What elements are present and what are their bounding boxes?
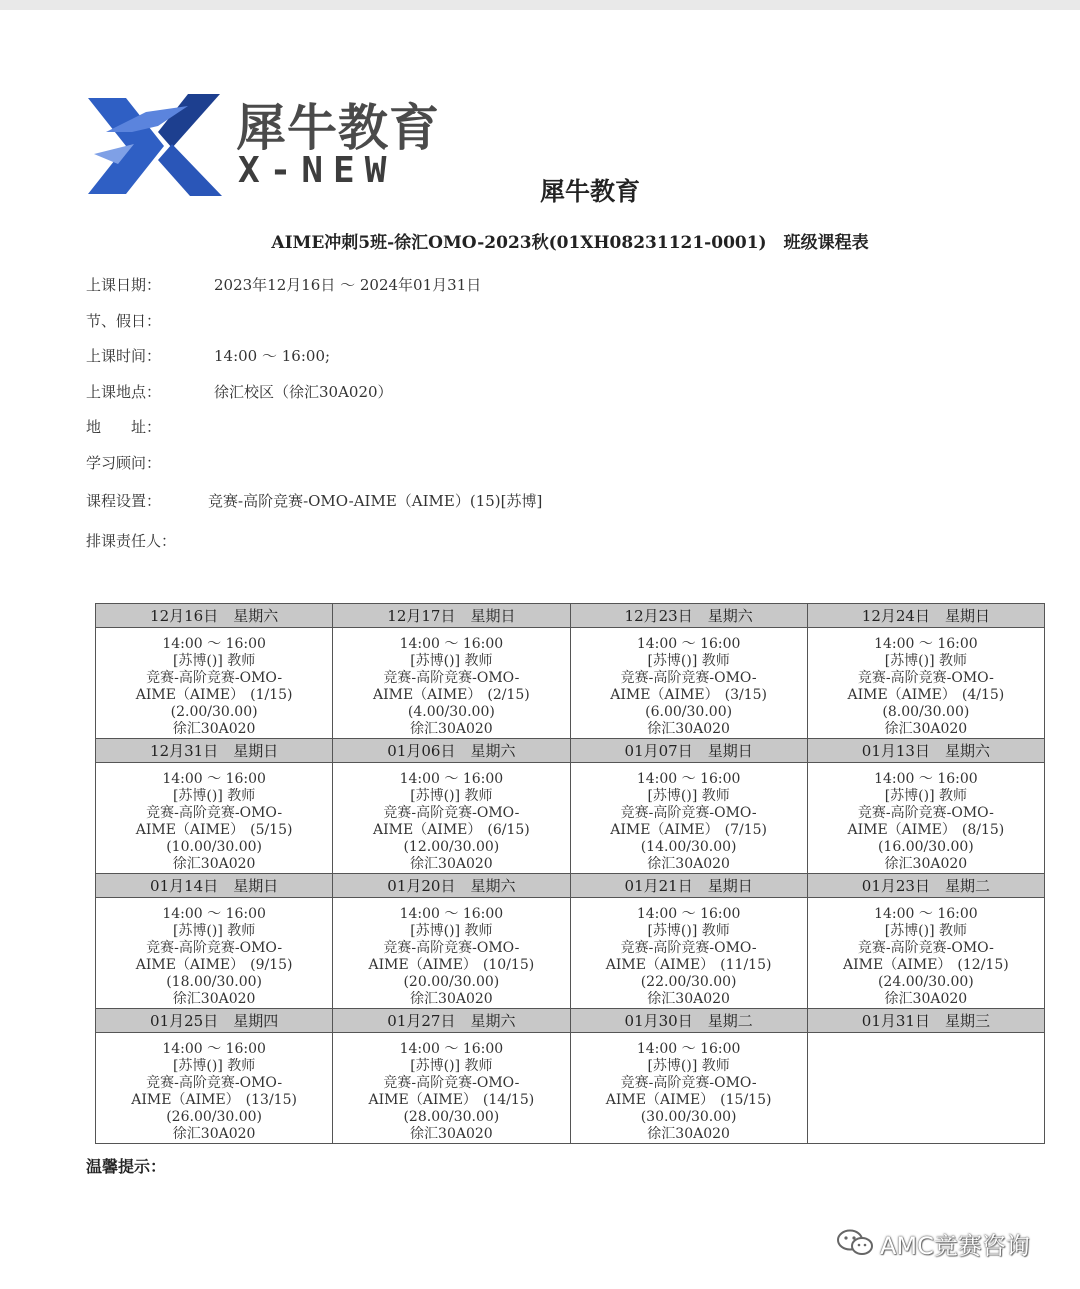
info-row-time [86, 343, 986, 379]
info-label: 排课责任人： [86, 531, 177, 550]
session-course: 竞赛-高阶竞赛-OMO- [383, 940, 520, 956]
session-course-count [571, 687, 807, 704]
session-room: 徐汇30A020 [410, 991, 493, 1007]
session-teacher: [苏博()] 教师 [884, 788, 968, 804]
info-label: 上课时间： [86, 347, 162, 365]
course-prefix: AIME（AIME） [131, 1092, 240, 1108]
schedule-session-cell [96, 1033, 333, 1144]
session-room: 徐汇30A020 [410, 1126, 493, 1142]
schedule-date-row [96, 604, 1045, 628]
session-course-count [571, 1092, 807, 1109]
info-value: 2023年12月16日 ～ 2024年01月31日 [214, 276, 482, 294]
session-room: 徐汇30A020 [172, 856, 256, 872]
session-hours: (6.00/30.00) [645, 704, 733, 720]
schedule-session-cell [807, 628, 1044, 739]
schedule-session-cell [333, 898, 570, 1009]
session-course: 竞赛-高阶竞赛-OMO- [146, 1075, 283, 1091]
schedule-date-header: 01月21日 星期日 [570, 874, 807, 898]
class-info [86, 272, 986, 563]
session-course-count [96, 822, 332, 839]
course-prefix: AIME（AIME） [372, 687, 482, 703]
session-hours: (22.00/30.00) [640, 974, 737, 990]
schedule-date-header: 12月17日 星期日 [333, 604, 570, 628]
course-prefix: AIME（AIME） [843, 957, 952, 973]
session-room: 徐汇30A020 [647, 856, 730, 872]
session-course: 竞赛-高阶竞赛-OMO- [146, 805, 283, 821]
session-teacher: [苏博()] 教师 [172, 653, 256, 669]
schedule-table [95, 603, 1045, 1144]
session-teacher: [苏博()] 教师 [884, 923, 968, 939]
session-course: 竞赛-高阶竞赛-OMO- [383, 1075, 520, 1091]
session-hours: (14.00/30.00) [640, 839, 737, 855]
session-number: (4/15) [961, 687, 1005, 703]
session-room: 徐汇30A020 [172, 721, 256, 737]
session-course: 竞赛-高阶竞赛-OMO- [620, 670, 757, 686]
session-course-count [96, 957, 332, 974]
session-number: (7/15) [724, 822, 767, 838]
session-teacher: [苏博()] 教师 [647, 653, 730, 669]
session-course-count [96, 1092, 332, 1109]
schedule-session-cell [96, 628, 333, 739]
info-label: 地 址： [86, 418, 162, 436]
logo-chinese-text: 犀牛教育 [236, 99, 440, 157]
session-teacher: [苏博()] 教师 [410, 923, 493, 939]
session-hours: (26.00/30.00) [166, 1109, 263, 1125]
schedule-date-header: 01月31日 星期三 [807, 1009, 1044, 1033]
info-row-course [86, 488, 986, 528]
session-time: 14:00 ～ 16:00 [636, 1041, 741, 1057]
session-course-count [808, 687, 1044, 704]
session-number: (9/15) [250, 957, 293, 973]
session-room: 徐汇30A020 [647, 1126, 730, 1142]
document-organization: 犀牛教育 [539, 177, 640, 206]
session-time: 14:00 ～ 16:00 [874, 771, 978, 787]
session-hours: (4.00/30.00) [407, 704, 495, 720]
schedule-session-cell [807, 1033, 1044, 1144]
schedule-date-header: 01月14日 星期日 [96, 874, 333, 898]
session-room: 徐汇30A020 [884, 721, 968, 737]
schedule-date-header: 01月20日 星期六 [333, 874, 570, 898]
course-prefix: AIME（AIME） [610, 822, 719, 838]
session-hours: (2.00/30.00) [170, 704, 258, 720]
session-course: 竞赛-高阶竞赛-OMO- [857, 670, 994, 686]
session-teacher: [苏博()] 教师 [884, 653, 968, 669]
session-course: 竞赛-高阶竞赛-OMO- [620, 805, 757, 821]
session-room: 徐汇30A020 [884, 856, 968, 872]
session-hours: (24.00/30.00) [877, 974, 974, 990]
session-teacher: [苏博()] 教师 [172, 923, 256, 939]
schedule-date-header: 12月16日 星期六 [96, 604, 333, 628]
session-number: (1/15) [250, 687, 293, 703]
session-teacher: [苏博()] 教师 [647, 788, 730, 804]
tip-label: 温馨提示： [86, 1157, 167, 1176]
session-hours: (12.00/30.00) [403, 839, 500, 855]
schedule-session-cell [333, 763, 570, 874]
schedule-session-row [96, 628, 1045, 739]
schedule-date-header: 01月30日 星期二 [570, 1009, 807, 1033]
session-time: 14:00 ～ 16:00 [162, 771, 266, 787]
session-course-count [571, 957, 807, 974]
session-course-count [333, 822, 569, 839]
schedule-session-cell [333, 628, 570, 739]
session-time: 14:00 ～ 16:00 [874, 636, 978, 652]
session-course: 竞赛-高阶竞赛-OMO- [857, 940, 994, 956]
info-row-holidays [86, 308, 986, 344]
info-label: 上课地点： [86, 382, 162, 401]
course-prefix: AIME（AIME） [135, 957, 245, 973]
session-course: 竞赛-高阶竞赛-OMO- [146, 940, 283, 956]
info-row-scheduler [86, 528, 986, 564]
session-time: 14:00 ～ 16:00 [162, 1041, 266, 1057]
session-number: (8/15) [961, 822, 1005, 838]
wechat-icon [836, 1229, 876, 1257]
session-teacher: [苏博()] 教师 [172, 1058, 256, 1074]
schedule-date-header: 01月07日 星期日 [570, 739, 807, 763]
session-course: 竞赛-高阶竞赛-OMO- [857, 805, 994, 821]
info-value: 竞赛-高阶竞赛-OMO-AIME（AIME）(15)[苏博] [208, 491, 543, 510]
session-teacher: [苏博()] 教师 [410, 653, 493, 669]
schedule-date-header: 12月31日 星期日 [96, 739, 333, 763]
session-teacher: [苏博()] 教师 [172, 788, 256, 804]
schedule-date-header: 01月23日 星期二 [807, 874, 1044, 898]
session-course: 竞赛-高阶竞赛-OMO- [146, 670, 283, 686]
session-course-count [333, 687, 569, 704]
schedule-session-cell [333, 1033, 570, 1144]
course-prefix: AIME（AIME） [368, 1092, 477, 1108]
schedule-date-row [96, 1009, 1045, 1033]
schedule-session-row [96, 898, 1045, 1009]
session-teacher: [苏博()] 教师 [410, 788, 493, 804]
schedule-session-cell [570, 898, 807, 1009]
session-time: 14:00 ～ 16:00 [162, 636, 266, 652]
logo-english-text: X-NEW [238, 150, 397, 191]
schedule-date-header: 12月24日 星期日 [807, 604, 1044, 628]
session-room: 徐汇30A020 [410, 856, 493, 872]
info-label: 上课日期： [86, 276, 162, 294]
session-hours: (8.00/30.00) [882, 704, 970, 720]
session-course: 竞赛-高阶竞赛-OMO- [620, 940, 757, 956]
session-course-count [333, 1092, 569, 1109]
session-time: 14:00 ～ 16:00 [399, 906, 504, 922]
info-value: 徐汇校区（徐汇30A020） [214, 382, 393, 401]
session-course-count [808, 957, 1044, 974]
info-value: 14:00 ～ 16:00; [214, 347, 331, 365]
session-time: 14:00 ～ 16:00 [636, 771, 741, 787]
info-row-date [86, 272, 986, 308]
schedule-session-cell [570, 763, 807, 874]
session-hours: (30.00/30.00) [640, 1109, 737, 1125]
course-prefix: AIME（AIME） [605, 1092, 715, 1108]
session-room: 徐汇30A020 [172, 991, 256, 1007]
info-row-advisor [86, 450, 986, 488]
course-prefix: AIME（AIME） [368, 957, 477, 973]
schedule-date-header: 01月06日 星期六 [333, 739, 570, 763]
session-number: (2/15) [487, 687, 530, 703]
schedule-session-row [96, 1033, 1045, 1144]
watermark [836, 1226, 1056, 1260]
watermark-text: AMC竞赛咨询 [880, 1232, 1030, 1260]
session-time: 14:00 ～ 16:00 [399, 636, 504, 652]
session-hours: (28.00/30.00) [403, 1109, 500, 1125]
session-hours: (18.00/30.00) [166, 974, 263, 990]
session-course-count [571, 822, 807, 839]
session-room: 徐汇30A020 [410, 721, 493, 737]
session-teacher: [苏博()] 教师 [410, 1058, 493, 1074]
session-hours: (20.00/30.00) [403, 974, 500, 990]
session-number: (10/15) [482, 957, 535, 973]
schedule-session-cell [570, 1033, 807, 1144]
session-time: 14:00 ～ 16:00 [636, 636, 741, 652]
session-room: 徐汇30A020 [172, 1126, 256, 1142]
schedule-date-header: 01月13日 星期六 [807, 739, 1044, 763]
schedule-session-cell [807, 763, 1044, 874]
session-number: (15/15) [720, 1092, 772, 1108]
course-prefix: AIME（AIME） [372, 822, 482, 838]
info-row-address [86, 414, 986, 450]
course-prefix: AIME（AIME） [605, 957, 715, 973]
course-prefix: AIME（AIME） [847, 687, 956, 703]
session-course-count [96, 687, 332, 704]
session-time: 14:00 ～ 16:00 [636, 906, 741, 922]
schedule-session-cell [96, 763, 333, 874]
session-course: 竞赛-高阶竞赛-OMO- [383, 805, 520, 821]
session-teacher: [苏博()] 教师 [647, 1058, 730, 1074]
session-number: (6/15) [487, 822, 530, 838]
session-number: (14/15) [482, 1092, 535, 1108]
session-time: 14:00 ～ 16:00 [162, 906, 266, 922]
session-time: 14:00 ～ 16:00 [874, 906, 978, 922]
schedule-session-row [96, 763, 1045, 874]
session-course-count [333, 957, 569, 974]
info-row-location [86, 379, 986, 415]
course-prefix: AIME（AIME） [135, 822, 245, 838]
session-number: (11/15) [720, 957, 772, 973]
schedule-date-header: 01月25日 星期四 [96, 1009, 333, 1033]
session-course: 竞赛-高阶竞赛-OMO- [620, 1075, 757, 1091]
session-course-count [808, 822, 1044, 839]
schedule-date-header: 01月27日 星期六 [333, 1009, 570, 1033]
schedule-session-cell [807, 898, 1044, 1009]
info-label: 学习顾问： [86, 453, 162, 472]
session-number: (13/15) [245, 1092, 297, 1108]
session-room: 徐汇30A020 [647, 991, 730, 1007]
session-time: 14:00 ～ 16:00 [399, 771, 504, 787]
course-prefix: AIME（AIME） [135, 687, 245, 703]
session-number: (12/15) [957, 957, 1009, 973]
info-label: 节、假日： [86, 311, 162, 330]
document-title: AIME冲刺5班-徐汇OMO-2023秋(01XH08231121-0001) 班级课程表 [271, 233, 869, 253]
top-strip [0, 0, 1080, 10]
course-prefix: AIME（AIME） [847, 822, 956, 838]
session-hours: (16.00/30.00) [877, 839, 974, 855]
course-prefix: AIME（AIME） [610, 687, 719, 703]
session-teacher: [苏博()] 教师 [647, 923, 730, 939]
session-room: 徐汇30A020 [647, 721, 730, 737]
session-room: 徐汇30A020 [884, 991, 968, 1007]
session-time: 14:00 ～ 16:00 [399, 1041, 504, 1057]
session-course: 竞赛-高阶竞赛-OMO- [383, 670, 520, 686]
info-label: 课程设置： [86, 491, 162, 510]
schedule-date-row [96, 874, 1045, 898]
schedule-session-cell [570, 628, 807, 739]
schedule-date-row [96, 739, 1045, 763]
session-number: (3/15) [724, 687, 767, 703]
session-hours: (10.00/30.00) [166, 839, 263, 855]
session-number: (5/15) [250, 822, 293, 838]
schedule-session-cell [96, 898, 333, 1009]
schedule-date-header: 12月23日 星期六 [570, 604, 807, 628]
